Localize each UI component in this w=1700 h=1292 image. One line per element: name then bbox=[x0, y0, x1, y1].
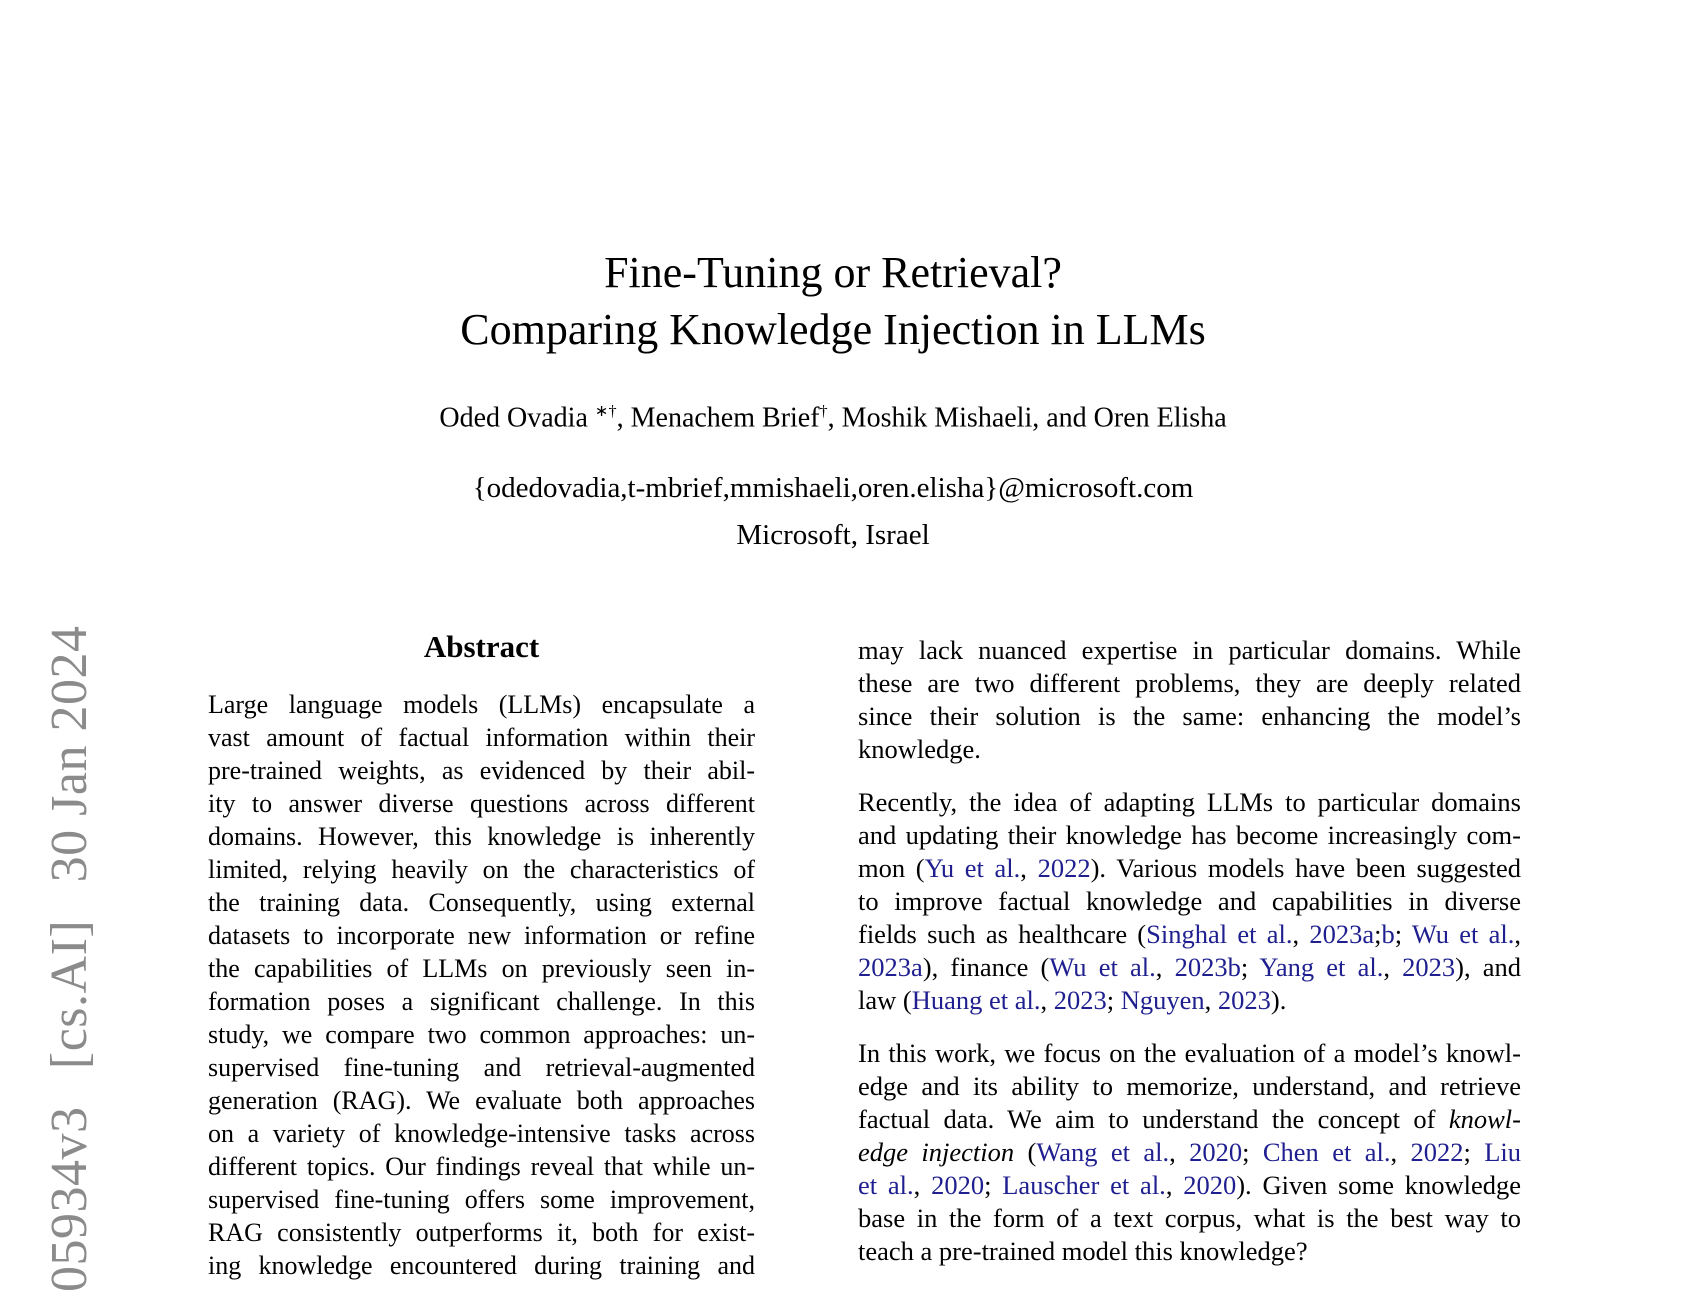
text-segment: ; bbox=[1106, 985, 1121, 1015]
text-segment: study, we compare two common approaches: un- bbox=[208, 1020, 755, 1049]
text-segment: , bbox=[1040, 985, 1054, 1015]
text-segment: law ( bbox=[858, 985, 912, 1015]
text-line bbox=[208, 1117, 755, 1150]
title-line-2: Comparing Knowledge Injection in LLMs bbox=[460, 305, 1206, 354]
citation-link[interactable]: 2020 bbox=[1183, 1170, 1237, 1200]
text-segment: ; bbox=[1242, 1137, 1263, 1167]
text-line bbox=[858, 733, 1521, 766]
citation-link[interactable]: Wu et al. bbox=[1411, 919, 1515, 949]
text-segment: Recently, the idea of adapting LLMs to particular domains bbox=[858, 787, 1521, 817]
citation-link[interactable]: Yu et al. bbox=[924, 853, 1021, 883]
text-line bbox=[208, 886, 755, 919]
text-line bbox=[858, 819, 1521, 852]
citation-link[interactable]: 2020 bbox=[1189, 1137, 1243, 1167]
text-segment: ; bbox=[1463, 1137, 1485, 1167]
citation-link[interactable]: Chen et al. bbox=[1262, 1137, 1391, 1167]
text-line bbox=[208, 820, 755, 853]
text-segment: different topics. Our findings reveal that while un- bbox=[208, 1152, 755, 1181]
text-segment: ), and bbox=[1455, 952, 1522, 982]
author-footnote-marks: ∗† bbox=[594, 402, 617, 420]
text-segment: RAG consistently outperforms it, both for exist- bbox=[208, 1218, 755, 1247]
text-segment: ). Given some knowledge bbox=[1236, 1170, 1522, 1200]
text-line bbox=[208, 721, 755, 754]
text-segment: , bbox=[1165, 1170, 1184, 1200]
arxiv-watermark: 05934v3 [cs.AI] 30 Jan 2024 bbox=[41, 625, 98, 1292]
text-line bbox=[858, 1037, 1521, 1070]
citation-link[interactable]: Yang et al. bbox=[1259, 952, 1384, 982]
text-line bbox=[858, 1235, 1521, 1268]
author-footnote-marks: † bbox=[819, 402, 828, 420]
author-names-rest: , Moshik Mishaeli, and Oren Elisha bbox=[827, 402, 1227, 434]
text-line bbox=[858, 1202, 1521, 1235]
text-segment: ( bbox=[1014, 1137, 1037, 1167]
text-segment: , bbox=[1514, 919, 1521, 949]
affiliation-line: Microsoft, Israel bbox=[736, 519, 930, 552]
text-line bbox=[208, 1150, 755, 1183]
citation-link[interactable]: Singhal et al. bbox=[1146, 919, 1293, 949]
citation-link[interactable]: Nguyen bbox=[1120, 985, 1205, 1015]
text-line bbox=[858, 852, 1521, 885]
body-paragraph bbox=[858, 634, 1521, 766]
text-segment: , bbox=[1020, 853, 1038, 883]
citation-link[interactable]: 2023b bbox=[1174, 952, 1241, 982]
text-line bbox=[208, 754, 755, 787]
abstract-heading: Abstract bbox=[423, 629, 540, 664]
citation-link[interactable]: Wang et al. bbox=[1036, 1137, 1170, 1167]
text-segment: base in the form of a text corpus, what is the best way to bbox=[858, 1203, 1521, 1233]
email-line: {odedovadia,t-mbrief,mmishaeli,oren.elisha}@microsoft.com bbox=[472, 472, 1194, 505]
text-line bbox=[858, 918, 1521, 951]
text-segment: factual data. We aim to understand the concept of bbox=[858, 1104, 1449, 1134]
text-line bbox=[208, 1051, 755, 1084]
text-line bbox=[858, 984, 1521, 1017]
text-line bbox=[208, 952, 755, 985]
text-segment: vast amount of factual information within their bbox=[208, 723, 755, 752]
text-segment: limited, relying heavily on the characteristics of bbox=[208, 855, 755, 884]
text-segment: may lack nuanced expertise in particular domains. While bbox=[858, 635, 1521, 665]
text-line bbox=[858, 1169, 1521, 1202]
text-line bbox=[858, 634, 1521, 667]
text-segment: supervised fine-tuning offers some improvement, bbox=[208, 1185, 755, 1214]
text-line bbox=[208, 1249, 755, 1282]
text-segment: since their solution is the same: enhancing the model’s bbox=[858, 701, 1521, 731]
citation-link[interactable]: b bbox=[1381, 919, 1395, 949]
citation-link[interactable]: 2023a bbox=[858, 952, 923, 982]
text-segment: Large language models (LLMs) encapsulate a bbox=[208, 690, 755, 719]
citation-link[interactable]: 2022 bbox=[1037, 853, 1091, 883]
text-segment: , bbox=[1204, 985, 1218, 1015]
text-line bbox=[208, 1183, 755, 1216]
citation-link[interactable]: 2020 bbox=[931, 1170, 985, 1200]
text-segment: ing knowledge encountered during training and bbox=[208, 1251, 755, 1280]
text-segment: ; bbox=[1394, 919, 1412, 949]
abstract-paragraph bbox=[208, 688, 755, 1282]
text-segment: , bbox=[1383, 952, 1403, 982]
text-line bbox=[858, 1103, 1521, 1136]
author-separator: , bbox=[616, 402, 631, 434]
citation-link[interactable]: 2023 bbox=[1053, 985, 1107, 1015]
text-segment: , bbox=[1169, 1137, 1190, 1167]
text-line bbox=[858, 700, 1521, 733]
text-line bbox=[208, 853, 755, 886]
text-segment: In this work, we focus on the evaluation of a model’s knowl- bbox=[858, 1038, 1521, 1068]
text-segment: formation poses a significant challenge. In this bbox=[208, 987, 755, 1016]
text-line bbox=[208, 787, 755, 820]
citation-link[interactable]: 2023 bbox=[1402, 952, 1456, 982]
text-segment: supervised fine-tuning and retrieval-augmented bbox=[208, 1053, 755, 1082]
text-segment: , bbox=[1292, 919, 1310, 949]
text-line bbox=[208, 1084, 755, 1117]
title-line-1: Fine-Tuning or Retrieval? bbox=[604, 248, 1062, 297]
text-line bbox=[858, 951, 1521, 984]
paper-header bbox=[0, 244, 1666, 552]
citation-link[interactable]: Huang et al. bbox=[911, 985, 1041, 1015]
text-segment: ). Various models have been suggested bbox=[1090, 853, 1522, 883]
citation-link[interactable]: 2022 bbox=[1410, 1137, 1464, 1167]
author-name: Oded Ovadia bbox=[439, 402, 595, 434]
text-segment: knowledge. bbox=[858, 734, 981, 764]
citation-link[interactable]: 2023 bbox=[1217, 985, 1271, 1015]
text-segment: to improve factual knowledge and capabilities in diverse bbox=[858, 886, 1521, 916]
text-line bbox=[858, 1070, 1521, 1103]
text-segment: ), finance ( bbox=[922, 952, 1050, 982]
intro-column bbox=[858, 634, 1521, 1268]
body-paragraph bbox=[858, 786, 1521, 1017]
text-segment: ; bbox=[1374, 919, 1382, 949]
emphasized-text: edge injection bbox=[858, 1137, 1015, 1167]
text-segment: the capabilities of LLMs on previously seen in- bbox=[208, 954, 755, 983]
text-line bbox=[208, 985, 755, 1018]
text-line bbox=[858, 1136, 1521, 1169]
author-line bbox=[0, 394, 1666, 435]
text-segment: pre-trained weights, as evidenced by their abil- bbox=[208, 756, 755, 785]
text-segment: fields such as healthcare ( bbox=[858, 919, 1147, 949]
text-segment: , bbox=[1390, 1137, 1411, 1167]
text-segment: and updating their knowledge has become increasingly com- bbox=[858, 820, 1521, 850]
text-segment: , bbox=[1155, 952, 1175, 982]
text-line bbox=[208, 919, 755, 952]
text-segment: generation (RAG). We evaluate both approaches bbox=[208, 1086, 755, 1115]
text-segment: , bbox=[913, 1170, 932, 1200]
body-paragraph bbox=[858, 1037, 1521, 1268]
text-line bbox=[208, 688, 755, 721]
citation-link[interactable]: Lauscher et al. bbox=[1002, 1170, 1166, 1200]
text-segment: the training data. Consequently, using external bbox=[208, 888, 755, 917]
citation-link[interactable]: et al. bbox=[858, 1170, 914, 1200]
citation-link[interactable]: 2023a bbox=[1309, 919, 1375, 949]
text-segment: teach a pre-trained model this knowledge? bbox=[858, 1236, 1308, 1266]
text-segment: ; bbox=[984, 1170, 1003, 1200]
text-segment: domains. However, this knowledge is inherently bbox=[208, 822, 755, 851]
text-line bbox=[208, 1216, 755, 1249]
emphasized-text: knowl- bbox=[1448, 1104, 1521, 1134]
citation-link[interactable]: Liu bbox=[1484, 1137, 1522, 1167]
text-segment: mon ( bbox=[858, 853, 925, 883]
text-line bbox=[858, 885, 1521, 918]
author-name: Menachem Brief bbox=[630, 402, 820, 434]
text-segment: datasets to incorporate new information or refine bbox=[208, 921, 755, 950]
paper-title bbox=[0, 244, 1666, 358]
citation-link[interactable]: Wu et al. bbox=[1049, 952, 1156, 982]
text-segment: ity to answer diverse questions across different bbox=[208, 789, 755, 818]
abstract-column bbox=[208, 628, 755, 1282]
text-line bbox=[858, 786, 1521, 819]
text-line bbox=[858, 667, 1521, 700]
text-segment: ; bbox=[1240, 952, 1260, 982]
text-segment: on a variety of knowledge-intensive tasks across bbox=[208, 1119, 755, 1148]
text-segment: ). bbox=[1270, 985, 1287, 1015]
text-segment: edge and its ability to memorize, understand, and retrieve bbox=[858, 1071, 1521, 1101]
text-line bbox=[208, 1018, 755, 1051]
text-segment: these are two different problems, they are deeply related bbox=[858, 668, 1521, 698]
